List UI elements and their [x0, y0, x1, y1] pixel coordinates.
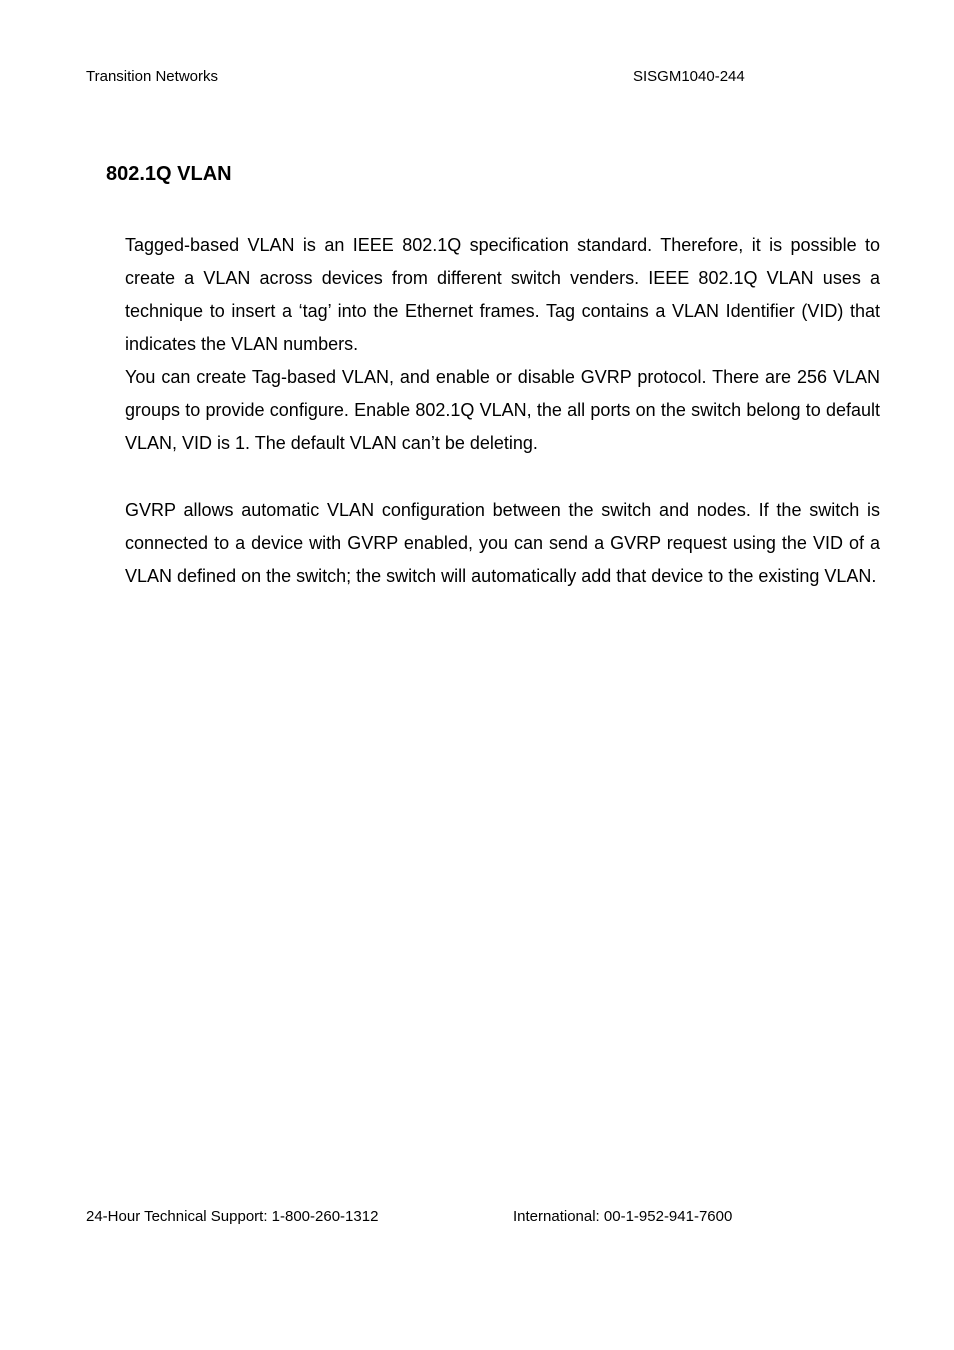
section-title: 802.1Q VLAN — [106, 163, 232, 185]
paragraph-tagged-vlan: Tagged-based VLAN is an IEEE 802.1Q specification standard. Therefore, it is possible to create a VLAN across devices from different switch venders. IEEE 802.1Q VLAN uses a technique to insert a ‘tag’ into the Ethernet frames. Tag contains a VLAN Identifier (VID) that indicates the VLAN numbers. — [125, 235, 880, 354]
paragraph-vlan-groups: You can create Tag-based VLAN, and enable or disable GVRP protocol. There are 256 VLAN groups to provide configure. Enable 802.1Q VLAN, the all ports on the switch belong to default VLAN, VID is 1. The default VLAN can’t be deleting. — [125, 367, 880, 453]
footer-international-phone: International: 00-1-952-941-7600 — [513, 1208, 733, 1225]
header-model-number: SISGM1040-244 — [633, 68, 745, 85]
footer-support-phone: 24-Hour Technical Support: 1-800-260-1312 — [86, 1208, 379, 1225]
header-company-name: Transition Networks — [86, 68, 218, 85]
paragraph-gvrp: GVRP allows automatic VLAN configuration between the switch and nodes. If the switch is connected to a device with GVRP enabled, you can send a GVRP request using the VID of a VLAN defined on the switch; the switch will automatically add that device to the existing VLAN. — [125, 500, 880, 586]
